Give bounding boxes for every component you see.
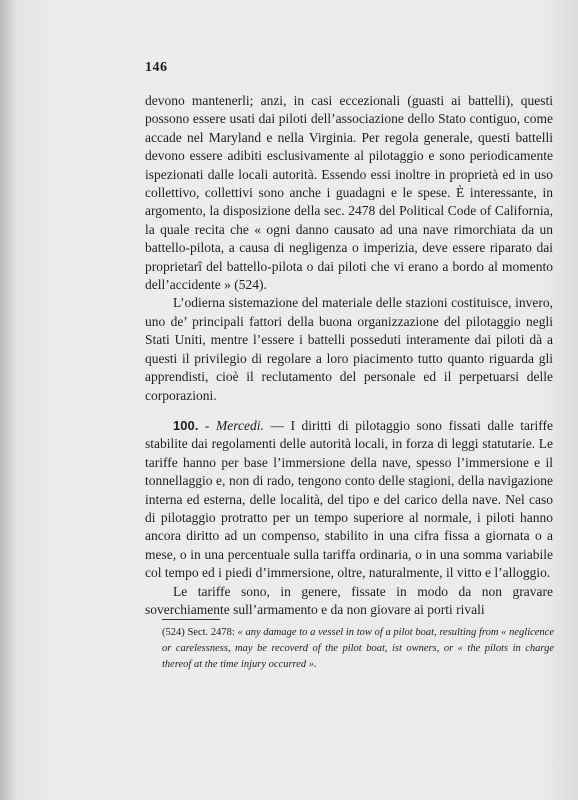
footnote-prefix: Sect. 2478:	[184, 627, 238, 638]
footnote-text: « any damage to a vessel in tow of a pilot boat, resulting from « neglicence or carelessness, may be recoverd of the pilot boat, ist owners, or « the pilots in charge thereof at the time injury occurred ».	[162, 627, 554, 670]
paragraph: Le tariffe sono, in genere, fissate in modo da non gravare soverchiamente sull’armamento e da non giovare ai porti rivali	[145, 583, 553, 617]
section-paragraph	[145, 417, 553, 583]
section-number: 100.	[173, 417, 199, 433]
paragraph: L’odierna sistemazione del materiale delle stazioni costituisce, invero, uno de’ principali fattori della buona organizzazione del pilotaggio negli Stati Uniti, mentre l’essere i battelli posseduti interamente dai piloti dà a questi il privilegio di regolare a loro piacimento tutto quanto riguarda gli apprendisti, cioè il reclutamento del personale ed il perpetuarsi delle corporazioni.	[145, 295, 553, 403]
section-text: — I diritti di pilotaggio sono fissati dalle tariffe stabilite dai regolamenti delle autorità locali, in forza di leggi statutarie. Le tariffe hanno per base l’immersione della nave, spesso l’immersione e il tonnellaggio e, non di rado, tengono conto delle stagioni, della navigazione interna ed esterna, delle località, del tipo e del carico della nave. Nel caso di pilotaggio protratto per un tempo superiore al normale, i piloti hanno ancora diritto ad un compenso, stabilito in una cifra fissa a giornata o a mese, o in una percentuale sulla tariffa ordinaria, o in una somma variabile col tempo ed i piedi d’immersione, oltre, naturalmente, il vitto e l’alloggio.	[145, 417, 553, 581]
footnote	[162, 625, 554, 673]
page-number: 146	[145, 60, 168, 75]
section-separator: -	[198, 417, 216, 433]
footnote-marker: (524)	[162, 627, 185, 638]
footnote-divider	[162, 619, 220, 620]
body-text	[145, 92, 553, 619]
paragraph: devono mantenerli; anzi, in casi eccezionali (guasti ai battelli), questi possono essere usati dai piloti dell’associazione dello Stato contiguo, come accade nel Maryland e nella Virginia. Per regola generale, questi battelli devono essere adibiti esclusivamente al pilotaggio e sono periodicamente ispezionati dalle locali autorità. Essendo essi inoltre in proprietà ed in uso collettivo, collettivi sono anche i guadagni e le spese. È interessante, in argomento, la disposizione della sec. 2478 del Political Code of California, la quale recita che « ogni danno causato ad una nave rimorchiata da un battello-pilota, a causa di negligenza o imperizia, deve essere riparato dai proprietarî del battello-pilota o dai piloti che vi erano a bordo al momento dell’accidente » (524).	[145, 93, 553, 293]
section-title: Mercedi.	[215, 417, 264, 433]
